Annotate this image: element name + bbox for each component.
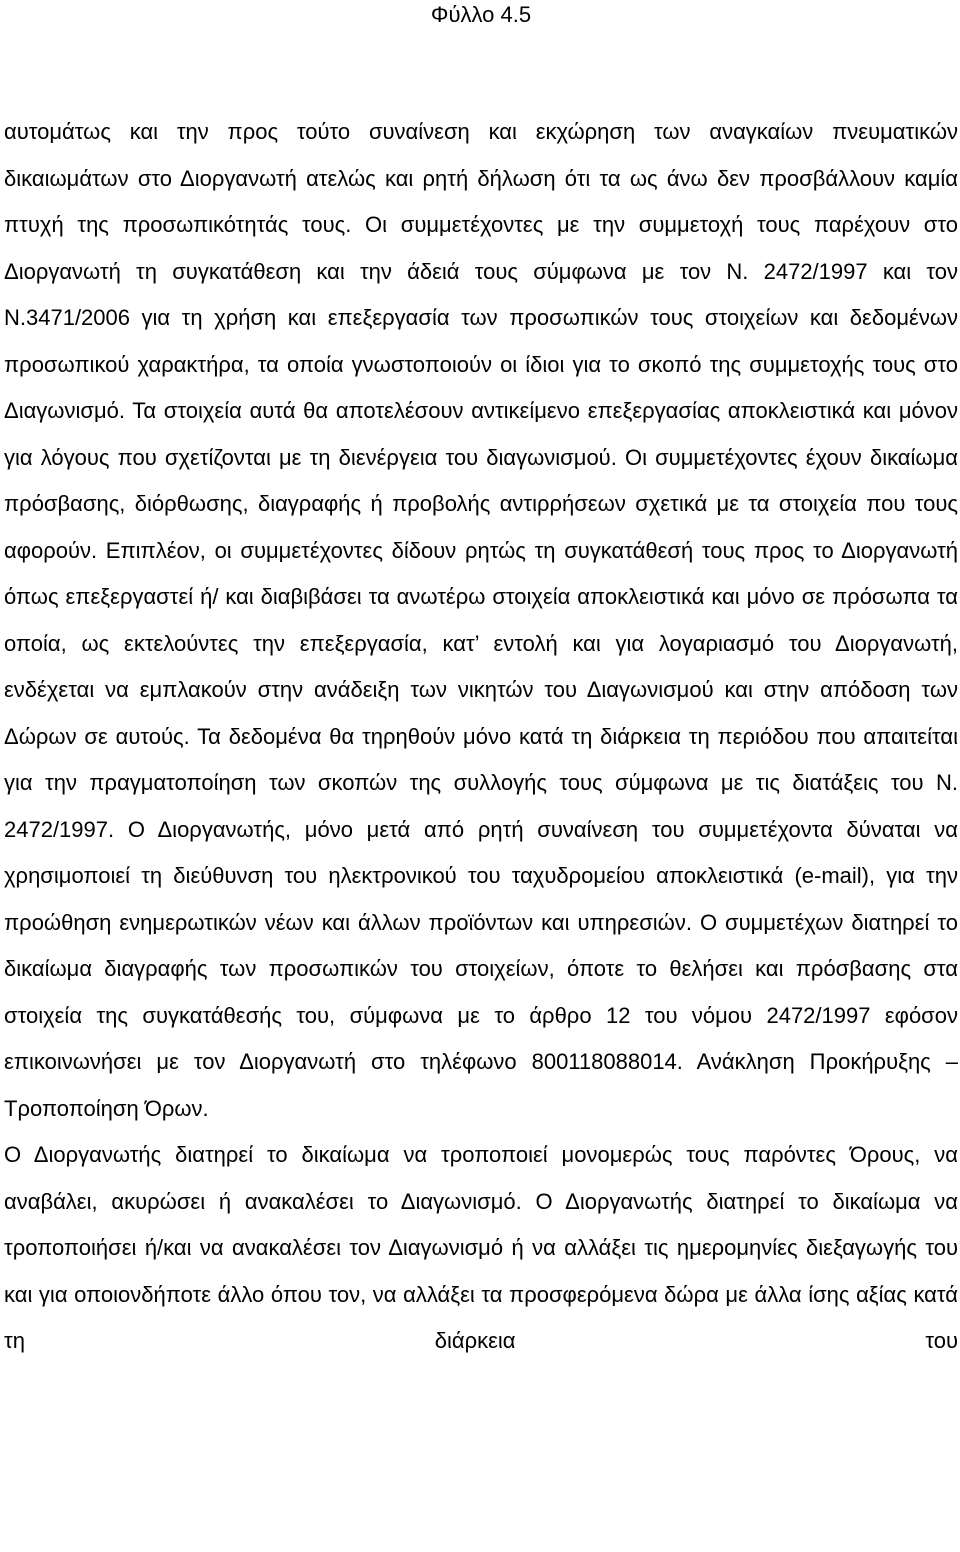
page-header: Φύλλο 4.5	[430, 2, 532, 27]
paragraph-data-protection: αυτομάτως και την προς τούτο συναίνεση και εκχώρηση των αναγκαίων πνευματικών δικαιωμάτων στο Διοργανωτή ατελώς και ρητή δήλωση ότι τα ως άνω δεν προσβάλλουν καμία πτυχή της προσωπικότητάς τους. Οι συμμετέχοντες με την συμμετοχή τους παρέχουν στο Διοργανωτή τη συγκατάθεση και την άδειά τους σύμφωνα με τον Ν. 2472/1997 και τον Ν.3471/2006 για τη χρήση και επεξεργασία των προσωπικών τους στοιχείων και δεδομένων προσωπικού χαρακτήρα, τα οποία γνωστοποιούν οι ίδιοι για το σκοπό της συμμετοχής τους στο Διαγωνισμό. Τα στοιχεία αυτά θα αποτελέσουν αντικείμενο επεξεργασίας αποκλειστικά και μόνον για λόγους που σχετίζονται με τη διενέργεια του διαγωνισμού. Οι συμμετέχοντες έχουν δικαίωμα πρόσβασης, διόρθωσης, διαγραφής ή προβολής αντιρρήσεων σχετικά με τα στοιχεία που τους αφορούν. Επιπλέον, οι συμμετέχοντες δίδουν ρητώς τη συγκατάθεσή τους προς το Διοργανωτή όπως επεξεργαστεί ή/ και διαβιβάσει τα ανωτέρω στοιχεία αποκλειστικά και μόνο σε πρόσωπα τα οποία, ως εκτελούντες την επεξεργασία, κατ’ εντολή και για λογαριασμό του Διοργανωτή, ενδέχεται να εμπλακούν στην ανάδειξη των νικητών του Διαγωνισμού και στην απόδοση των Δώρων σε αυτούς. Τα δεδομένα θα τηρηθούν μόνο κατά τη διάρκεια τη περιόδου που απαιτείται για την πραγματοποίηση των σκοπών της συλλογής τους σύμφωνα με τις διατάξεις του Ν. 2472/1997. Ο Διοργανωτής, μόνο μετά από ρητή συναίνεση του συμμετέχοντα δύναται να χρησιμοποιεί τη διεύθυνση του ηλεκτρονικού του ταχυδρομείου αποκλειστικά (e-mail), για την προώθηση ενημερωτικών νέων και άλλων προϊόντων και υπηρεσιών. Ο συμμετέχων διατηρεί το δικαίωμα διαγραφής των προσωπικών του στοιχείων, όποτε το θελήσει και πρόσβασης στα στοιχεία της συγκατάθεσής του, σύμφωνα με το άρθρο 12 του νόμου 2472/1997 εφόσον επικοινωνήσει με τον Διοργανωτή στο τηλέφωνο 800118088014. Ανάκληση Προκήρυξης – Τροποποίηση Όρων.	[4, 119, 958, 1121]
document-page	[4, 0, 958, 1365]
document-body	[4, 109, 958, 1365]
paragraph-organizer-rights: Ο Διοργανωτής διατηρεί το δικαίωμα να τροποποιεί μονομερώς τους παρόντες Όρους, να αναβάλει, ακυρώσει ή ανακαλέσει το Διαγωνισμό. Ο Διοργανωτής διατηρεί το δικαίωμα να τροποποιήσει ή/και να ανακαλέσει τον Διαγωνισμό ή να αλλάξει τις ημερομηνίες διεξαγωγής του και για οποιονδήποτε άλλο όπου τον, να αλλάξει τα προσφερόμενα δώρα με άλλα ίσης αξίας κατά τη διάρκεια του	[4, 1142, 958, 1353]
